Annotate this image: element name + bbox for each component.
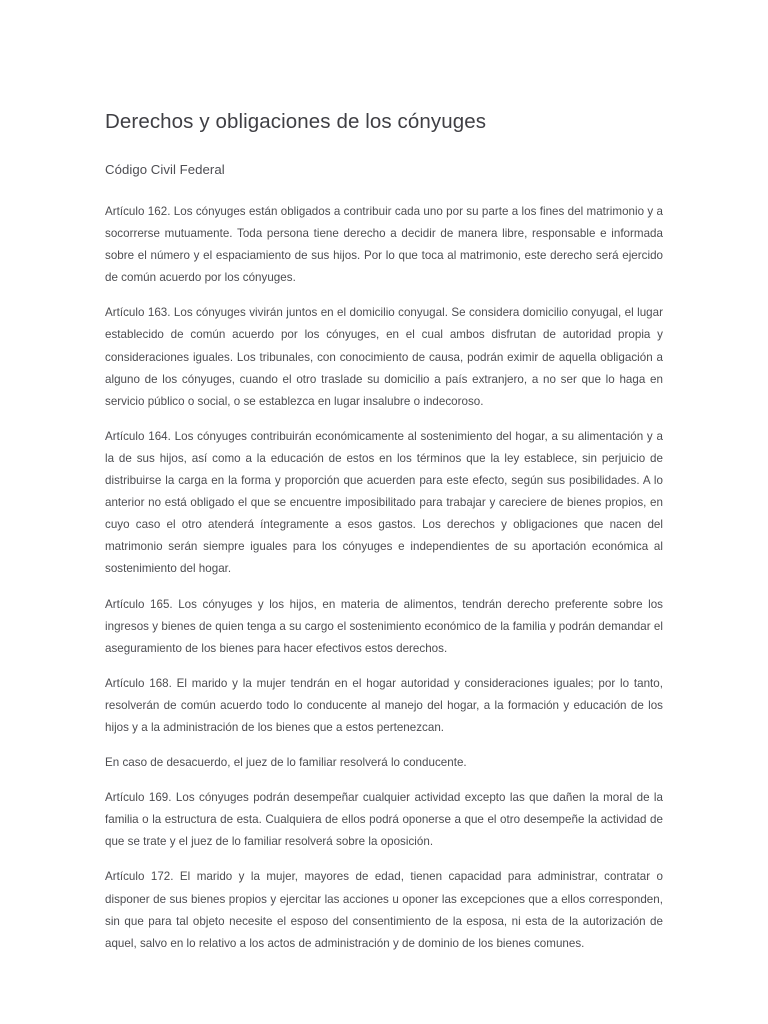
paragraph-articulo-164: Artículo 164. Los cónyuges contribuirán económicamente al sostenimiento del hogar, a su alimentación y a la de sus hijos, así como a la educación de estos en los términos que la ley establece, sin perjuicio de distribuirse la carga en la forma y proporción que acuerden para este efecto, según sus posibilidades. A lo anterior no está obligado el que se encuentre imposibilitado para trabajar y careciere de bienes propios, en cuyo caso el otro atenderá íntegramente a esos gastos. Los derechos y obligaciones que nacen del matrimonio serán siempre iguales para los cónyuges e independientes de su aportación económica al sostenimiento del hogar. (105, 429, 663, 576)
paragraph-articulo-168-nota: En caso de desacuerdo, el juez de lo familiar resolverá lo conducente. (105, 756, 467, 770)
paragraph-articulo-168: Artículo 168. El marido y la mujer tendrán en el hogar autoridad y consideraciones iguales; por lo tanto, resolverán de común acuerdo todo lo conducente al manejo del hogar, a la formación y educación de los hijos y a la administración de los bienes que a estos pertenezcan. (105, 676, 663, 734)
document-subtitle: Código Civil Federal (105, 162, 225, 177)
page-title: Derechos y obligaciones de los cónyuges (105, 110, 487, 133)
paragraph-articulo-165: Artículo 165. Los cónyuges y los hijos, en materia de alimentos, tendrán derecho preferente sobre los ingresos y bienes de quien tenga a su cargo el sostenimiento económico de la familia y podrán demandar el aseguramiento de los bienes para hacer efectivos estos derechos. (105, 597, 663, 655)
document-content (105, 108, 663, 955)
paragraph-articulo-169: Artículo 169. Los cónyuges podrán desempeñar cualquier actividad excepto las que dañen la moral de la familia o la estructura de esta. Cualquiera de ellos podrá oponerse a que el otro desempeñe la actividad de que se trate y el juez de lo familiar resolverá sobre la oposición. (105, 791, 663, 849)
paragraph-articulo-163: Artículo 163. Los cónyuges vivirán juntos en el domicilio conyugal. Se considera domicilio conyugal, el lugar establecido de común acuerdo por los cónyuges, en el cual ambos disfrutan de autoridad propia y consideraciones iguales. Los tribunales, con conocimiento de causa, podrán eximir de aquella obligación a alguno de los cónyuges, cuando el otro traslade su domicilio a país extranjero, a no ser que lo haga en servicio público o social, o se establezca en lugar insalubre o indecoroso. (105, 306, 663, 408)
paragraph-articulo-172: Artículo 172. El marido y la mujer, mayores de edad, tienen capacidad para administrar, contratar o disponer de sus bienes propios y ejercitar las acciones u oponer las excepciones que a ellos corresponden, sin que para tal objeto necesite el esposo del consentimiento de la esposa, ni esta de la autorización de aquel, salvo en lo relativo a los actos de administración y de dominio de los bienes comunes. (105, 870, 663, 950)
paragraph-articulo-162: Artículo 162. Los cónyuges están obligados a contribuir cada uno por su parte a los fines del matrimonio y a socorrerse mutuamente. Toda persona tiene derecho a decidir de manera libre, responsable e informada sobre el número y el espaciamiento de sus hijos. Por lo que toca al matrimonio, este derecho será ejercido de común acuerdo por los cónyuges. (105, 205, 663, 285)
